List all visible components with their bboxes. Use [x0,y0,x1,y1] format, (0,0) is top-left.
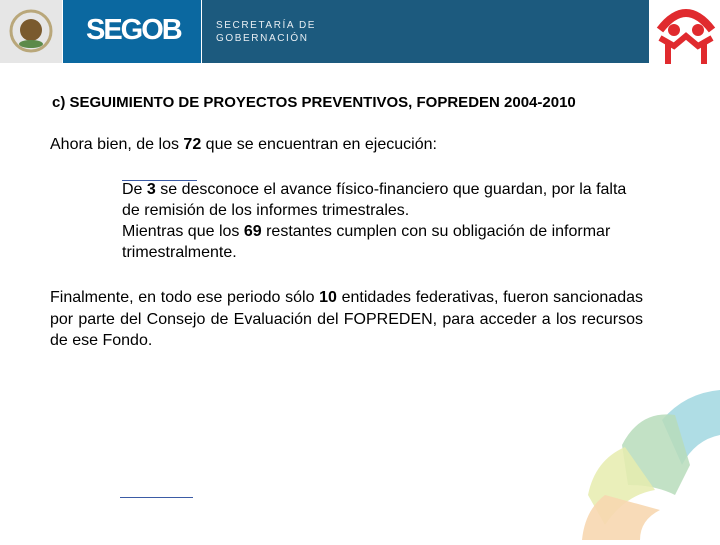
intro-text: Ahora bien, de los 72 que se encuentran en ejecución: [50,136,437,153]
segob-logo: SEGOB [86,14,181,46]
secretaria-label: SECRETARÍA DE GOBERNACIÓN [216,20,317,44]
mexico-coat-of-arms-icon [0,0,62,63]
detail-list [122,179,642,263]
item-compliant: Mientras que los 69 restantes cumplen con su obligación de informar trimestralmente. [122,223,611,261]
final-paragraph: Finalmente, en todo ese periodo sólo 10 entidades federativas, fueron sancionadas por parte del Consejo de Evaluación del FOPREDEN, para acceder a los recursos de ese Fondo. [50,289,643,349]
item-unknown-progress: De 3 se desconoce el avance físico-financiero que guardan, por la falta de remisión de los informes trimestrales. [122,181,627,219]
slide-title: c) SEGUIMIENTO DE PROYECTOS PREVENTIVOS, FOPREDEN 2004-2010 [52,94,576,111]
red-institution-logo-icon [652,2,720,69]
decorative-petals-icon [580,385,720,545]
divider [120,497,193,498]
